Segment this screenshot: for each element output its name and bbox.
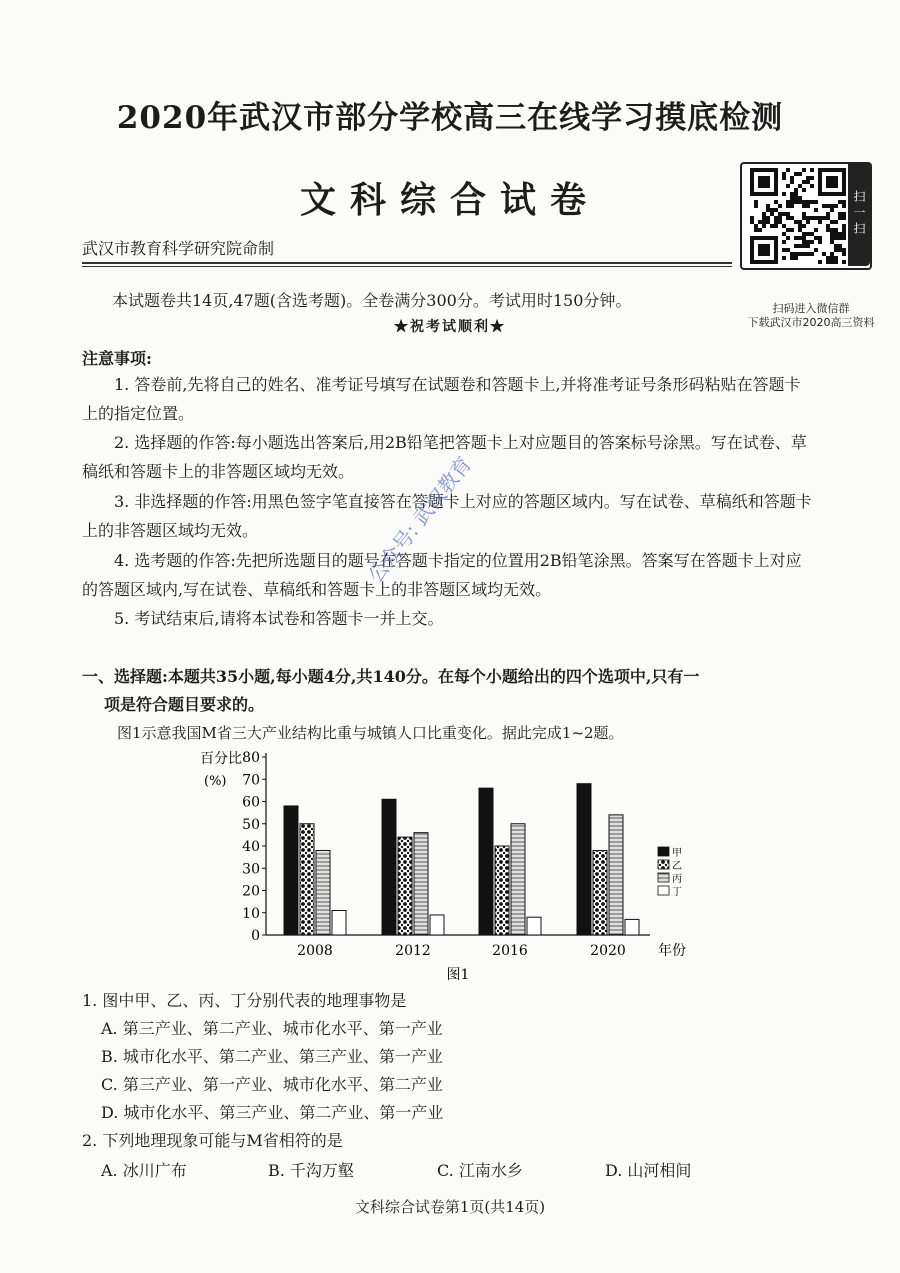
y-tick-label: 50 xyxy=(242,816,260,833)
question-option[interactable]: C. 江南水乡 xyxy=(437,1161,523,1180)
bar-乙-2020 xyxy=(593,850,607,935)
bar-甲-2012 xyxy=(382,799,396,935)
question-option[interactable]: C. 第三产业、第一产业、城市化水平、第二产业 xyxy=(101,1075,443,1094)
bar-乙-2012 xyxy=(398,837,412,935)
note-item: 3. 非选择题的作答:用黑色签字笔直接答在答题卡上对应的答题区域内。写在试卷、草稿纸和答题卡上的非答题区域均无效。 xyxy=(82,492,812,540)
chart-caption: 图1 xyxy=(446,967,470,983)
qr-tab: 扫一扫 xyxy=(848,162,870,266)
x-tick-label: 2020 xyxy=(590,943,626,959)
x-tick-label: 2008 xyxy=(297,943,333,959)
legend-label-甲: 甲 xyxy=(672,848,682,859)
question-option[interactable]: B. 千沟万壑 xyxy=(268,1161,354,1180)
header-rule-thin xyxy=(82,266,732,267)
y-tick-label: 80 xyxy=(242,750,260,766)
bar-丙-2008 xyxy=(316,850,330,935)
note-item: 5. 考试结束后,请将本试卷和答题卡一并上交。 xyxy=(114,609,444,628)
question-option[interactable]: B. 城市化水平、第二产业、第三产业、第一产业 xyxy=(101,1047,443,1066)
x-tick-label: 2012 xyxy=(395,943,431,959)
exam-title-line1: 2020年武汉市部分学校高三在线学习摸底检测 xyxy=(116,100,784,136)
note-item: 1. 答卷前,先将自己的姓名、准考证号填写在试题卷和答题卡上,并将准考证号条形码粘贴在答题卡上的指定位置。 xyxy=(82,375,801,423)
question-option[interactable]: A. 冰川广布 xyxy=(101,1161,187,1180)
bar-乙-2016 xyxy=(495,846,509,935)
bar-丙-2020 xyxy=(609,815,623,935)
question-option[interactable]: D. 山河相间 xyxy=(605,1161,692,1180)
figure-intro: 图1示意我国M省三大产业结构比重与城镇人口比重变化。据此完成1~2题。 xyxy=(117,724,624,742)
organizer: 武汉市教育科学研究院命制 xyxy=(82,239,275,258)
note-item: 4. 选考题的作答:先把所选题目的题号在答题卡指定的位置用2B铅笔涂黑。答案写在答题卡上对应的答题区域内,写在试卷、草稿纸和答题卡上的非答题区域均无效。 xyxy=(82,551,802,599)
section-heading: 一、选择题:本题共35小题,每小题4分,共140分。在每个小题给出的四个选项中,只有一 xyxy=(82,667,700,686)
bar-丁-2012 xyxy=(430,915,444,935)
exam-title-line2: 文科综合试卷 xyxy=(299,179,600,221)
page-footer: 文科综合试卷第1页(共14页) xyxy=(354,1198,546,1216)
bar-丁-2008 xyxy=(332,911,346,935)
question-stem: 1. 图中甲、乙、丙、丁分别代表的地理事物是 xyxy=(82,991,407,1010)
y-tick-label: 30 xyxy=(242,861,260,878)
bar-甲-2008 xyxy=(284,806,298,935)
bar-丙-2012 xyxy=(414,833,428,935)
exam-intro: 本试题卷共14页,47题(含选考题)。全卷满分300分。考试用时150分钟。 xyxy=(112,291,632,310)
question-option[interactable]: A. 第三产业、第二产业、城市化水平、第一产业 xyxy=(101,1019,443,1038)
notes-heading: 注意事项: xyxy=(82,349,152,368)
question-stem: 2. 下列地理现象可能与M省相符的是 xyxy=(82,1131,343,1150)
qr-note-line1: 扫码进入微信群 xyxy=(772,302,850,315)
y-axis-label-unit: (%) xyxy=(204,774,227,789)
section-heading-cont: 项是符合题目要求的。 xyxy=(104,695,265,714)
bar-丁-2020 xyxy=(625,919,639,935)
bar-甲-2016 xyxy=(479,788,493,935)
bar-丙-2016 xyxy=(511,824,525,935)
watermark: 公众号: 武汉教育 xyxy=(363,451,477,588)
bar-chart xyxy=(180,745,740,985)
legend-swatch-丙 xyxy=(658,873,669,882)
y-tick-label: 0 xyxy=(251,928,260,944)
y-tick-label: 70 xyxy=(242,772,260,789)
note-item: 2. 选择题的作答:每小题选出答案后,用2B铅笔把答题卡上对应题目的答案标号涂黑。写在试卷、草稿纸和答题卡上的非答题区域均无效。 xyxy=(82,433,807,481)
legend-label-丁: 丁 xyxy=(672,887,682,898)
legend-label-乙: 乙 xyxy=(672,861,682,872)
question-option[interactable]: D. 城市化水平、第三产业、第二产业、第一产业 xyxy=(101,1103,444,1122)
legend-swatch-丁 xyxy=(658,886,669,895)
header-rule-thick xyxy=(82,262,732,264)
bar-丁-2016 xyxy=(527,917,541,935)
x-axis-label: 年份 xyxy=(658,943,686,959)
y-tick-label: 60 xyxy=(242,794,260,811)
qr-code-pattern xyxy=(750,168,850,264)
legend-swatch-乙 xyxy=(658,860,669,869)
bar-甲-2020 xyxy=(577,784,591,935)
good-luck-line: ★祝考试顺利★ xyxy=(394,319,506,335)
qr-note-line2: 下载武汉市2020高三资料 xyxy=(747,316,875,329)
y-tick-label: 20 xyxy=(242,883,260,900)
y-axis-label: 百分比 xyxy=(200,751,242,767)
legend-swatch-甲 xyxy=(658,847,669,856)
legend-label-丙: 丙 xyxy=(672,874,682,885)
bar-乙-2008 xyxy=(300,824,314,935)
y-tick-label: 40 xyxy=(242,839,260,855)
y-tick-label: 10 xyxy=(242,905,260,922)
x-tick-label: 2016 xyxy=(492,943,528,959)
